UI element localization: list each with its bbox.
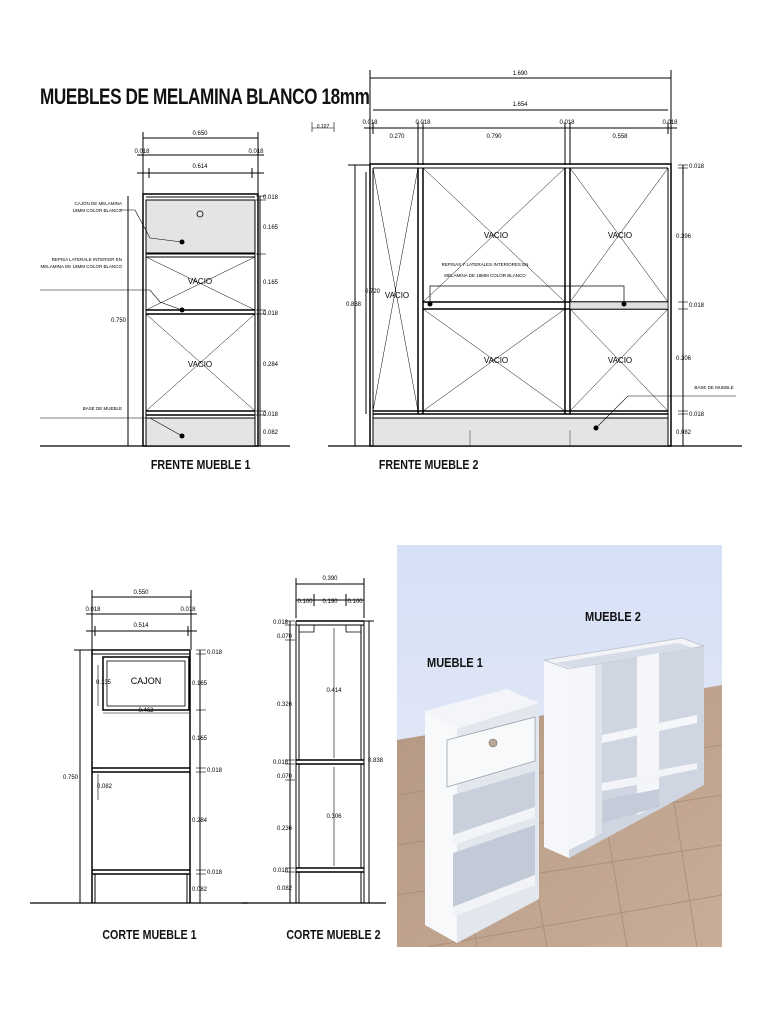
note-label: 18MM COLOR BLANCO: [72, 208, 122, 213]
vacio-label: VACIO: [483, 356, 509, 365]
note-label: BASE DE MUEBLE: [82, 406, 122, 411]
dim-label: 0.165: [263, 280, 279, 286]
dim-label: 0.018: [180, 607, 196, 613]
note-label: MELAMINA DE 18MM COLOR BLANCO: [40, 264, 122, 269]
dim-label: 0.462: [138, 708, 154, 714]
dim-label: 0.558: [612, 134, 628, 140]
dim-label: 0.750: [110, 318, 126, 324]
dim-label: 0.614: [192, 164, 208, 170]
cajon-label: CAJON: [130, 676, 162, 686]
note-label: REPISA LATERALE INTERIOR EN: [51, 257, 122, 262]
dim-label: 0.018: [662, 120, 678, 126]
dim-label: 0.018: [263, 311, 279, 317]
dim-label: 0.100: [297, 599, 313, 605]
dim-label: 0.018: [263, 412, 279, 418]
dim-label: 0.018: [263, 195, 279, 201]
dim-label: 0.100: [347, 599, 363, 605]
vacio-label: VACIO: [607, 231, 633, 240]
dim-label: 1.654: [512, 102, 528, 108]
dim-label: 0.018: [134, 149, 150, 155]
dim-label: 0.018: [689, 164, 705, 170]
caption-frente-mueble-1: FRENTE MUEBLE 1: [150, 457, 251, 472]
leader-dot: [180, 434, 185, 439]
dim-label: 0.018: [689, 303, 705, 309]
dim-label: 0.018: [85, 607, 101, 613]
leader-dot: [180, 240, 185, 245]
dim-label: 0.236: [276, 826, 292, 832]
corte-mueble-2-drawing: [242, 578, 386, 903]
vacio-label: VACIO: [607, 356, 633, 365]
dim-label: 0.018: [207, 768, 223, 774]
corte-mueble-1-drawing: [30, 590, 248, 903]
dim-label: 0.082: [192, 887, 208, 893]
caption-frente-mueble-2: FRENTE MUEBLE 2: [378, 457, 479, 472]
dim-label: 0.838: [345, 302, 361, 308]
dim-label: 0.306: [676, 356, 692, 362]
dim-label: 0.018: [415, 120, 431, 126]
render-image: [397, 545, 722, 947]
dim-label: 0.082: [676, 430, 692, 436]
note-label: MELAMINA DE 18MM COLOR BLANCO: [444, 273, 526, 278]
vacio-label: VACIO: [483, 231, 509, 240]
dim-label: 0.082: [97, 784, 113, 790]
mueble-1-render: [425, 689, 539, 943]
dim-label: 0.750: [62, 775, 78, 781]
dim-label: 0.390: [322, 576, 338, 582]
dim-label: 0.326: [276, 702, 292, 708]
dim-label: 0.190: [322, 599, 338, 605]
dim-label: 1.690: [512, 71, 528, 77]
dim-label: 0.018: [272, 760, 288, 766]
render-label-mueble-2: MUEBLE 2: [585, 609, 641, 624]
dim-label: 0.650: [192, 131, 208, 137]
note-label: CAJÓN DE MELAMINA: [74, 201, 122, 206]
dim-label: 0.284: [192, 818, 208, 824]
frente-mueble-2-drawing: [312, 70, 742, 446]
vacio-label: VACIO: [187, 277, 213, 286]
render-scene: [397, 545, 722, 947]
note-label: REPISAS Y LATERALES INTERIORES EN: [441, 262, 529, 267]
dim-label: 0.550: [133, 590, 149, 596]
caption-corte-mueble-1: CORTE MUEBLE 1: [102, 927, 197, 942]
leader-dot: [622, 302, 627, 307]
leader-dot: [594, 426, 599, 431]
dim-label: 0.165: [192, 736, 208, 742]
dim-label: 0.070: [276, 634, 292, 640]
caption-corte-mueble-2: CORTE MUEBLE 2: [286, 927, 381, 942]
dim-label: 0.018: [207, 650, 223, 656]
leader-dot: [180, 308, 185, 313]
dim-label: 0.107: [316, 124, 330, 130]
dim-label: 0.165: [192, 681, 208, 687]
dim-label: 0.082: [263, 430, 279, 436]
dim-label: 0.135: [96, 680, 112, 686]
dim-label: 0.082: [276, 886, 292, 892]
dim-label: 0.018: [362, 120, 378, 126]
dim-label: 0.838: [368, 758, 384, 764]
drawer-knob-icon: [489, 739, 497, 747]
dim-label: 0.306: [326, 814, 342, 820]
dim-label: 0.018: [559, 120, 575, 126]
dim-label: 0.165: [263, 225, 279, 231]
vacio-label: VACIO: [187, 360, 213, 369]
dim-label: 0.018: [207, 870, 223, 876]
dim-label: 0.514: [133, 623, 149, 629]
dim-label: 0.070: [276, 774, 292, 780]
frente-mueble-1-drawing: [40, 132, 290, 446]
dim-label: 0.284: [263, 362, 279, 368]
dim-label: 0.790: [486, 134, 502, 140]
note-label: BASE DE MUEBLE: [694, 385, 734, 390]
dim-label: 0.018: [689, 412, 705, 418]
leader-dot: [428, 302, 433, 307]
dim-label: 0.270: [389, 134, 405, 140]
dim-label: 0.396: [676, 234, 692, 240]
page-title: MUEBLES DE MELAMINA BLANCO 18mm: [40, 84, 370, 109]
dim-label: 0.018: [272, 620, 288, 626]
dim-label: 0.720: [364, 289, 380, 295]
dim-label: 0.414: [326, 688, 342, 694]
vacio-label: VACIO: [384, 291, 410, 300]
render-label-mueble-1: MUEBLE 1: [427, 655, 483, 670]
dim-label: 0.018: [272, 868, 288, 874]
dim-label: 0.018: [248, 149, 264, 155]
